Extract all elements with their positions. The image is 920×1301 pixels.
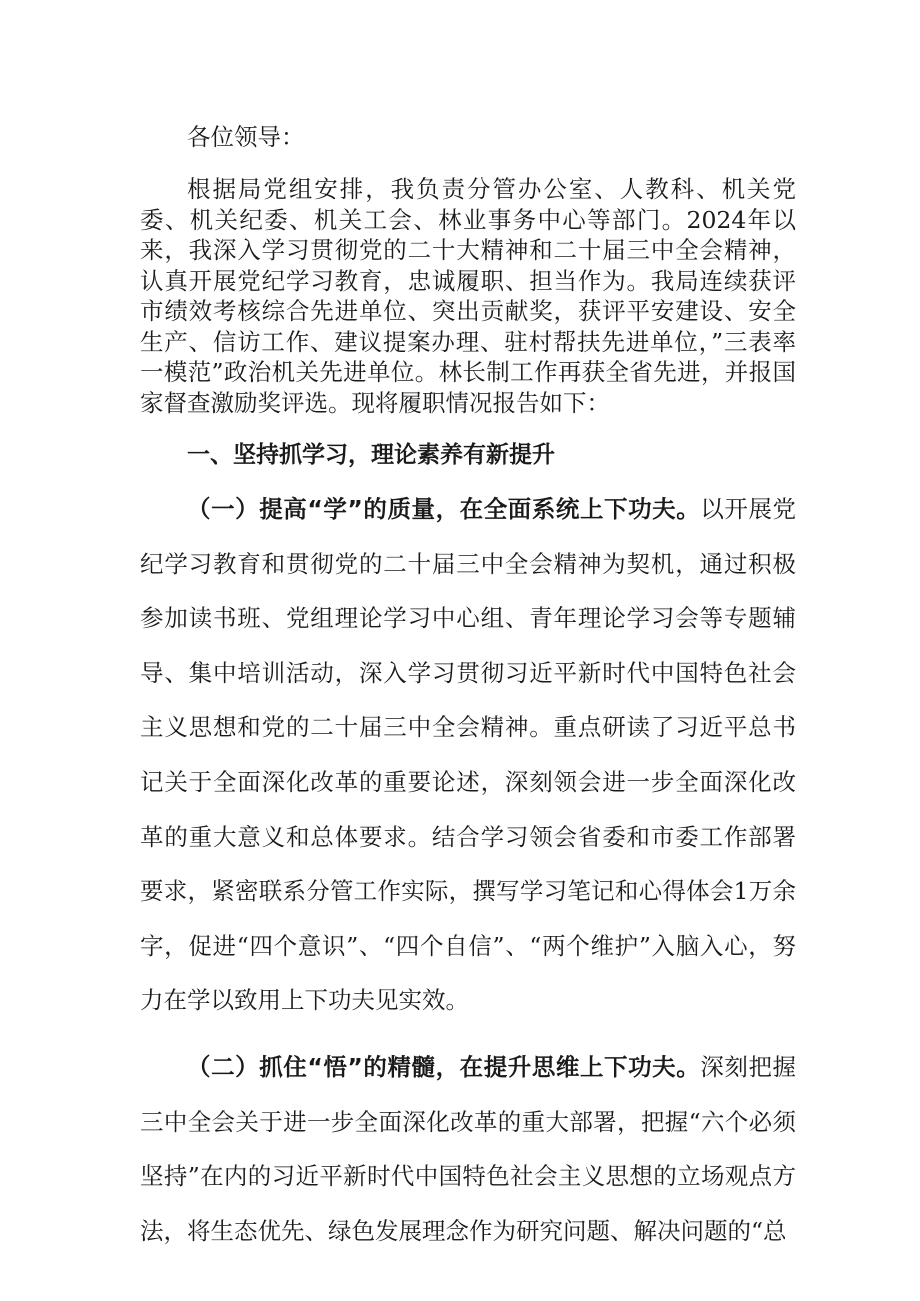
salutation: 各位领导： bbox=[187, 123, 305, 151]
paragraph-body-text: 以开展党纪学习教育和贯彻党的二十届三中全会精神为契机，通过积极参加读书班、党组理论学习中心组、青年理论学习会等专题辅导、集中培训活动，深入学习贯彻习近平新时代中国特色社会主义思想和党的二十届三中全会精神。重点研读了习近平总书记关于全面深化改革的重要论述，深刻领会进一步全面深化改革的重大意义和总体要求。结合学习领会省委和市委工作部署要求，紧密联系分管工作实际，撰写学习笔记和心得体会1万余字，促进“四个意识”、“四个自信”、“两个维护”入脑入心，努力在学以致用上下功夫见实效。 bbox=[140, 495, 797, 1015]
paragraph-lead-title: （一）提高“学”的质量，在全面系统上下功夫。 bbox=[187, 495, 701, 523]
intro-paragraph: 根据局党组安排，我负责分管办公室、人教科、机关党委、机关纪委、机关工会、林业事务中心等部门。2024年以来，我深入学习贯彻党的二十大精神和二十届三中全会精神，认真开展党纪学习教育，忠诚履职、担当作为。我局连续获评市绩效考核综合先进单位、突出贡献奖，获评平安建设、安全生产、信访工作、建议提案办理、驻村帮扶先进单位，”三表率一模范”政治机关先进单位。林长制工作再获全省先进，并报国家督查激励奖评选。现将履职情况报告如下： bbox=[140, 175, 796, 417]
paragraph-study-quality bbox=[140, 482, 796, 1028]
section-heading: 一、坚持抓学习，理论素养有新提升 bbox=[187, 442, 555, 468]
paragraph-understanding-essence bbox=[140, 1040, 796, 1258]
paragraph-lead-title: （二）抓住“悟”的精髓，在提升思维上下功夫。 bbox=[187, 1052, 701, 1081]
paragraph-body-text: 深刻把握三中全会关于进一步全面深化改革的重大部署，把握“六个必须坚持”在内的习近平新时代中国特色社会主义思想的立场观点方法，将生态优先、绿色发展理念作为研究问题、解决问题的“总 bbox=[140, 1052, 797, 1245]
